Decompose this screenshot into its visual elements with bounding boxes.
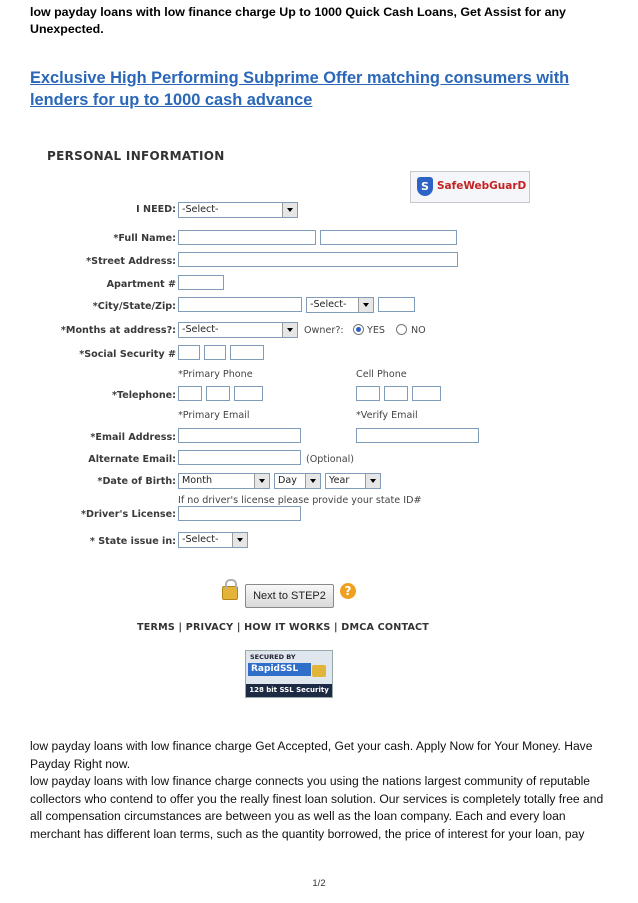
first-name-input[interactable] [178, 230, 316, 245]
chevron-down-icon [254, 474, 269, 488]
owner-yes-label: YES [367, 325, 386, 336]
ssl-secured-by: SECURED BY [250, 653, 296, 661]
telephone-label: *Telephone: [111, 390, 176, 401]
last-name-input[interactable] [320, 230, 457, 245]
phone-line-input[interactable] [234, 386, 263, 401]
section-title: PERSONAL INFORMATION [47, 149, 225, 163]
chevron-down-icon [282, 323, 297, 337]
zip-input[interactable] [378, 297, 415, 312]
help-icon[interactable]: ? [340, 583, 356, 599]
padlock-icon [312, 665, 326, 677]
lock-icon [222, 586, 238, 600]
dob-month-value: Month [182, 475, 213, 486]
city-state-zip-label: *City/State/Zip: [92, 301, 176, 312]
chevron-down-icon [282, 203, 297, 217]
cell-area-input[interactable] [356, 386, 380, 401]
safewebguard-badge [410, 171, 530, 203]
body-paragraph-1: low payday loans with low finance charge Get Accepted, Get your cash. Apply Now for Your Money. Have Payday Right now. [30, 739, 593, 771]
cell-phone-label: Cell Phone [356, 369, 407, 380]
street-address-label: *Street Address: [86, 256, 176, 267]
months-value: -Select- [182, 324, 219, 335]
ssl-brand: RapidSSL [248, 663, 311, 676]
email-label: *Email Address: [90, 432, 176, 443]
state-issue-label: * State issue in: [89, 536, 176, 547]
badge-label: SafeWebGuarD [437, 180, 527, 192]
next-step-button[interactable]: Next to STEP2 [245, 584, 334, 608]
chevron-down-icon [232, 533, 247, 547]
body-paragraph-2: low payday loans with low finance charge connects you using the nations largest community of reputable collectors who contend to offer you the really finest loan solution. Our services is completely totally free and all compensation circumstances are between you as well as the loan company. Each and every loan merchant has different loan terms, such as the quantity borrowed, the price of interest for your loan, pay [30, 774, 604, 841]
ssn-part1-input[interactable] [178, 345, 200, 360]
owner-yes-radio[interactable] [353, 324, 364, 335]
verify-email-label: *Verify Email [356, 410, 418, 421]
primary-phone-label: *Primary Phone [178, 369, 253, 380]
street-address-input[interactable] [178, 252, 458, 267]
verify-email-input[interactable] [356, 428, 479, 443]
months-select[interactable] [178, 322, 298, 338]
apartment-input[interactable] [178, 275, 224, 290]
state-issue-value: -Select- [182, 534, 219, 545]
dob-year-select[interactable] [325, 473, 381, 489]
alt-email-label: Alternate Email: [88, 454, 176, 465]
ssl-strength: 128 bit SSL Security [246, 684, 332, 697]
optional-label: (Optional) [306, 454, 355, 465]
page-number: 1/2 [312, 878, 326, 889]
drivers-license-input[interactable] [178, 506, 301, 521]
i-need-select[interactable] [178, 202, 298, 218]
dob-day-select[interactable] [274, 473, 321, 489]
cell-prefix-input[interactable] [384, 386, 408, 401]
state-value: -Select- [310, 299, 347, 310]
owner-no-label: NO [411, 325, 426, 336]
state-issue-select[interactable] [178, 532, 248, 548]
alt-email-input[interactable] [178, 450, 301, 465]
i-need-value: -Select- [182, 204, 219, 215]
chevron-down-icon [305, 474, 320, 488]
phone-prefix-input[interactable] [206, 386, 230, 401]
dob-month-select[interactable] [178, 473, 270, 489]
full-name-label: *Full Name: [113, 233, 176, 244]
apartment-label: Apartment # [106, 279, 176, 290]
months-at-address-label: *Months at address?: [60, 325, 176, 336]
chevron-down-icon [358, 298, 373, 312]
email-input[interactable] [178, 428, 301, 443]
chevron-down-icon [365, 474, 380, 488]
primary-email-label: *Primary Email [178, 410, 250, 421]
ssn-label: *Social Security # [79, 349, 176, 360]
offer-link[interactable]: Exclusive High Performing Subprime Offer matching consumers with lenders for up to 1000 cash advance [30, 69, 570, 109]
state-select[interactable] [306, 297, 374, 313]
dob-label: *Date of Birth: [97, 476, 176, 487]
loan-application-form [40, 140, 540, 710]
phone-area-input[interactable] [178, 386, 202, 401]
shield-icon: S [417, 177, 433, 196]
ssn-part3-input[interactable] [230, 345, 264, 360]
owner-label: Owner?: [304, 325, 344, 336]
drivers-license-label: *Driver's License: [81, 509, 176, 520]
owner-no-radio[interactable] [396, 324, 407, 335]
cell-line-input[interactable] [412, 386, 441, 401]
dob-day-value: Day [278, 475, 297, 486]
license-hint: If no driver's license please provide your state ID# [178, 495, 422, 506]
dob-year-value: Year [329, 475, 350, 486]
city-input[interactable] [178, 297, 302, 312]
body-text [30, 738, 610, 844]
rapidssl-seal [245, 650, 333, 698]
document-title: low payday loans with low finance charge Up to 1000 Quick Cash Loans, Get Assist for any Unexpected. [30, 5, 566, 36]
footer-links[interactable]: TERMS | PRIVACY | HOW IT WORKS | DMCA CONTACT [137, 622, 430, 633]
ssn-part2-input[interactable] [204, 345, 226, 360]
i-need-label: I NEED: [136, 204, 176, 215]
